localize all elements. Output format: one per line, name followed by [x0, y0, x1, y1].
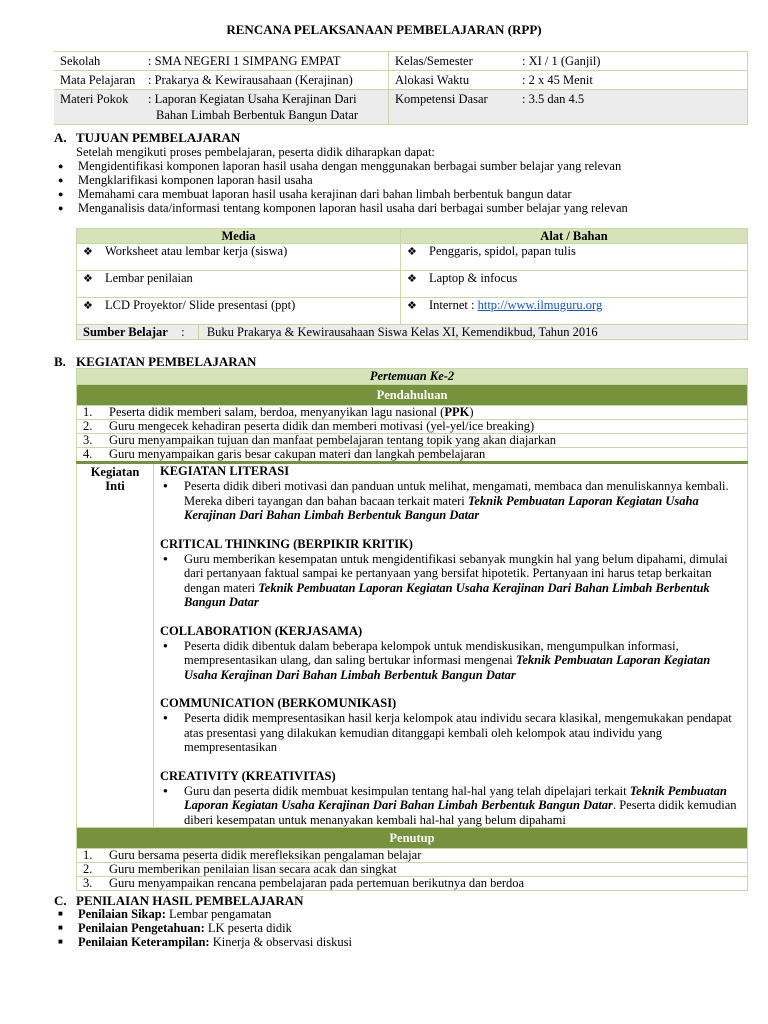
intro-text: Setelah mengikuti proses pembelajaran, peserta didik diharapkan dapat: — [76, 145, 435, 159]
activity-body: Guru memberikan kesempatan untuk mengidentifikasi sebanyak mungkin hal yang belum dipahami, dimulai dari pertanyaan faktual sampai ke pertanyaan yang bersifat hipotetik. Pertanyaan ini harus tetap berkaitan dengan materi — [184, 551, 728, 595]
item-text: Guru bersama peserta didik merefleksikan pengalaman belajar — [109, 848, 422, 862]
media-header: Media — [77, 229, 401, 244]
diamond-bullet-icon: ❖ — [83, 273, 93, 285]
pendahuluan-band: Pendahuluan — [77, 385, 748, 406]
subheading-communication: COMMUNICATION (BERKOMUNIKASI) — [160, 696, 397, 710]
table-row — [77, 420, 748, 434]
section-letter: C. — [54, 893, 67, 908]
info-value — [146, 90, 389, 125]
section-title: KEGIATAN PEMBELAJARAN — [76, 354, 257, 369]
kegiatan-table — [76, 368, 748, 891]
info-value: : XI / 1 (Ganjil) — [516, 52, 748, 71]
list-item: ● Menganalisis data/informasi tentang komponen laporan hasil usaha dari berbagai sumber belajar yang relevan — [56, 201, 748, 215]
item-text: Guru menyampaikan tujuan dan manfaat pembelajaran tentang topik yang akan diajarkan — [109, 433, 557, 447]
penutup-band: Penutup — [77, 828, 748, 849]
table-row — [77, 298, 748, 325]
section-title: TUJUAN PEMBELAJARAN — [76, 130, 241, 145]
pertemuan-label: Pertemuan Ke-2 — [77, 369, 748, 385]
section-c-body — [76, 907, 748, 949]
inti-row — [77, 463, 748, 828]
activity-topic: Teknik Pembuatan Laporan Kegiatan Usaha Kerajinan Dari Bahan Limbah Berbentuk Bangun Datar — [184, 653, 711, 682]
activity-text — [160, 639, 741, 683]
info-value: : 3.5 dan 4.5 — [516, 90, 748, 125]
media-cell — [77, 298, 401, 325]
info-row — [54, 71, 748, 90]
penilaian-value: Lembar pengamatan — [165, 907, 272, 921]
subheading-critical-thinking: CRITICAL THINKING (BERPIKIR KRITIK) — [160, 536, 413, 551]
activity-body: Peserta didik dibentuk dalam beberapa kelompok untuk mendiskusikan, mengumpulkan informasi, mempresentasikan ulang, dan saling bertukar informasi mengenai — [184, 638, 679, 667]
table-row — [77, 271, 748, 298]
diamond-bullet-icon: ❖ — [407, 246, 417, 258]
media-cell — [77, 244, 401, 271]
alat-cell — [401, 244, 748, 271]
sumber-value: Buku Prakarya & Kewirausahaan Siswa Kelas XI, Kemendikbud, Tahun 2016 — [198, 325, 598, 339]
activity-text — [160, 711, 741, 755]
alat-cell — [401, 271, 748, 298]
table-row — [77, 434, 748, 448]
info-value-line: Bahan Limbah Berbentuk Bangun Datar — [156, 108, 359, 122]
inti-label-line: Kegiatan — [90, 465, 140, 479]
info-value: : SMA NEGERI 1 SIMPANG EMPAT — [146, 52, 389, 71]
media-text: LCD Proyektor/ Slide presentasi (ppt) — [105, 298, 296, 312]
activity-text — [160, 552, 741, 610]
media-cell — [77, 271, 401, 298]
activity-body: . Peserta didik kemudian diberi kesempatan untuk menanyakan kembali hal-hal yang belum dipahami — [184, 798, 737, 827]
table-row — [77, 877, 748, 891]
table-row — [77, 244, 748, 271]
item-number: 1. — [83, 405, 93, 419]
activity-text — [160, 479, 741, 523]
penutup-item — [77, 849, 748, 863]
activity-topic: Teknik Pembuatan Laporan Kegiatan Usaha Kerajinan Dari Bahan Limbah Berbentuk Bangun Datar — [184, 580, 710, 609]
item-number: 2. — [83, 419, 93, 433]
info-table — [54, 51, 748, 125]
activity-topic: Teknik Pembuatan Laporan Kegiatan Usaha Kerajinan Dari Bahan Limbah Berbentuk Bangun Datar — [184, 783, 727, 812]
activity-body: Guru dan peserta didik membuat kesimpulan tentang hal-hal yang telah dipelajari terkait — [184, 783, 630, 798]
kegiatan-inti-label — [77, 463, 154, 828]
list-item: ● Mengklarifikasi komponen laporan hasil usaha — [56, 173, 748, 187]
list-item — [56, 907, 748, 921]
alat-cell — [401, 298, 748, 325]
list-item: ● Mengidentifikasi komponen laporan hasil usaha dengan menggunakan berbagai sumber belajar yang relevan — [56, 159, 748, 173]
media-header-row — [77, 229, 748, 244]
subheading-creativity: CREATIVITY (KREATIVITAS) — [160, 768, 336, 783]
info-label: Materi Pokok — [54, 90, 146, 125]
diamond-bullet-icon: ❖ — [407, 300, 417, 312]
table-row — [77, 406, 748, 420]
alat-text: Internet : — [429, 298, 478, 312]
activity-body: Peserta didik mempresentasikan hasil kerja kelompok atau individu secara klasikal, mengemukakan pendapat atas presentasi yang dilakukan kemudian ditanggapi kembali oleh kelompok atau individu yang mempresentasikan — [184, 711, 732, 754]
section-a-body — [76, 145, 748, 215]
info-label: Sekolah — [54, 52, 146, 71]
activity-topic: Teknik Pembuatan Laporan Kegiatan Usaha Kerajinan Dari Bahan Limbah Berbentuk Bangun Datar — [184, 493, 699, 522]
section-title: PENILAIAN HASIL PEMBELAJARAN — [76, 893, 304, 908]
diamond-bullet-icon: ❖ — [83, 246, 93, 258]
item-bold: PPK — [444, 405, 470, 419]
item-number: 3. — [83, 876, 93, 890]
section-letter: A. — [54, 130, 67, 145]
item-number: 3. — [83, 433, 93, 447]
inti-label-line: Inti — [105, 479, 125, 493]
list-item — [56, 921, 748, 935]
media-table — [76, 228, 748, 340]
info-value: : Prakarya & Kewirausahaan (Kerajinan) — [146, 71, 389, 90]
sumber-colon: : — [181, 325, 185, 339]
penutup-item — [77, 877, 748, 891]
alat-text: Penggaris, spidol, papan tulis — [429, 244, 576, 258]
list-item: ● Memahami cara membuat laporan hasil usaha kerajinan dari bahan limbah berbentuk bangun datar — [56, 187, 748, 201]
info-label: Kelas/Semester — [389, 52, 517, 71]
item-number: 4. — [83, 447, 93, 461]
table-row — [77, 863, 748, 877]
info-label: Kompetensi Dasar — [389, 90, 517, 125]
penilaian-list — [56, 907, 748, 949]
item-number: 2. — [83, 862, 93, 876]
diamond-bullet-icon: ❖ — [83, 300, 93, 312]
table-row — [77, 849, 748, 863]
penilaian-value: Kinerja & observasi diskusi — [209, 935, 352, 949]
activity-text — [160, 784, 741, 828]
list-item — [56, 935, 748, 949]
diamond-bullet-icon: ❖ — [407, 273, 417, 285]
penilaian-label: Penilaian Sikap: — [78, 907, 166, 921]
info-label: Alokasi Waktu — [389, 71, 517, 90]
item-text: Guru menyampaikan rencana pembelajaran pada pertemuan berikutnya dan berdoa — [109, 876, 525, 890]
penutup-item — [77, 863, 748, 877]
item-text: Guru mengecek kehadiran peserta didik dan memberi motivasi (yel-yel/ice breaking) — [109, 419, 535, 433]
media-text: Lembar penilaian — [105, 271, 193, 285]
pendahuluan-item — [77, 448, 748, 463]
sumber-cell — [77, 325, 748, 340]
section-a-heading — [54, 130, 240, 146]
activity-body: Peserta didik diberi motivasi dan panduan untuk melihat, mengamati, membaca dan menuliskannya kembali. Mereka diberi tayangan dan bahan bacaan terkait materi — [184, 479, 729, 508]
kegiatan-inti-content — [154, 463, 748, 828]
pendahuluan-item — [77, 406, 748, 420]
pendahuluan-item — [77, 420, 748, 434]
table-row — [77, 448, 748, 463]
alat-header: Alat / Bahan — [401, 229, 748, 244]
pendahuluan-item — [77, 434, 748, 448]
goals-list — [56, 159, 748, 215]
document-title: RENCANA PELAKSANAAN PEMBELAJARAN (RPP) — [226, 22, 542, 37]
item-number: 1. — [83, 848, 93, 862]
item-text: Guru memberikan penilaian lisan secara acak dan singkat — [109, 862, 397, 876]
item-text: Guru menyampaikan garis besar cakupan materi dan langkah pembelajaran — [109, 447, 486, 461]
alat-text: Laptop & infocus — [429, 271, 518, 285]
info-label: Mata Pelajaran — [54, 71, 146, 90]
subheading-collaboration: COLLABORATION (KERJASAMA) — [160, 623, 363, 638]
penilaian-value: LK peserta didik — [204, 921, 292, 935]
internet-link[interactable]: http://www.ilmuguru.org — [477, 298, 603, 312]
media-text: Worksheet atau lembar kerja (siswa) — [105, 244, 288, 258]
penilaian-label: Penilaian Pengetahuan: — [78, 921, 205, 935]
info-value: : 2 x 45 Menit — [516, 71, 748, 90]
section-letter: B. — [54, 354, 66, 369]
info-row — [54, 52, 748, 71]
sumber-row — [77, 325, 748, 340]
item-text: ) — [469, 405, 474, 419]
info-value-line: : Laporan Kegiatan Usaha Kerajinan Dari — [148, 92, 357, 106]
sumber-label: Sumber Belajar — [83, 325, 168, 339]
info-row — [54, 90, 748, 125]
penilaian-label: Penilaian Keterampilan: — [78, 935, 210, 949]
subheading-literasi: KEGIATAN LITERASI — [160, 464, 290, 478]
item-text: Peserta didik memberi salam, berdoa, menyanyikan lagu nasional ( — [109, 405, 445, 419]
